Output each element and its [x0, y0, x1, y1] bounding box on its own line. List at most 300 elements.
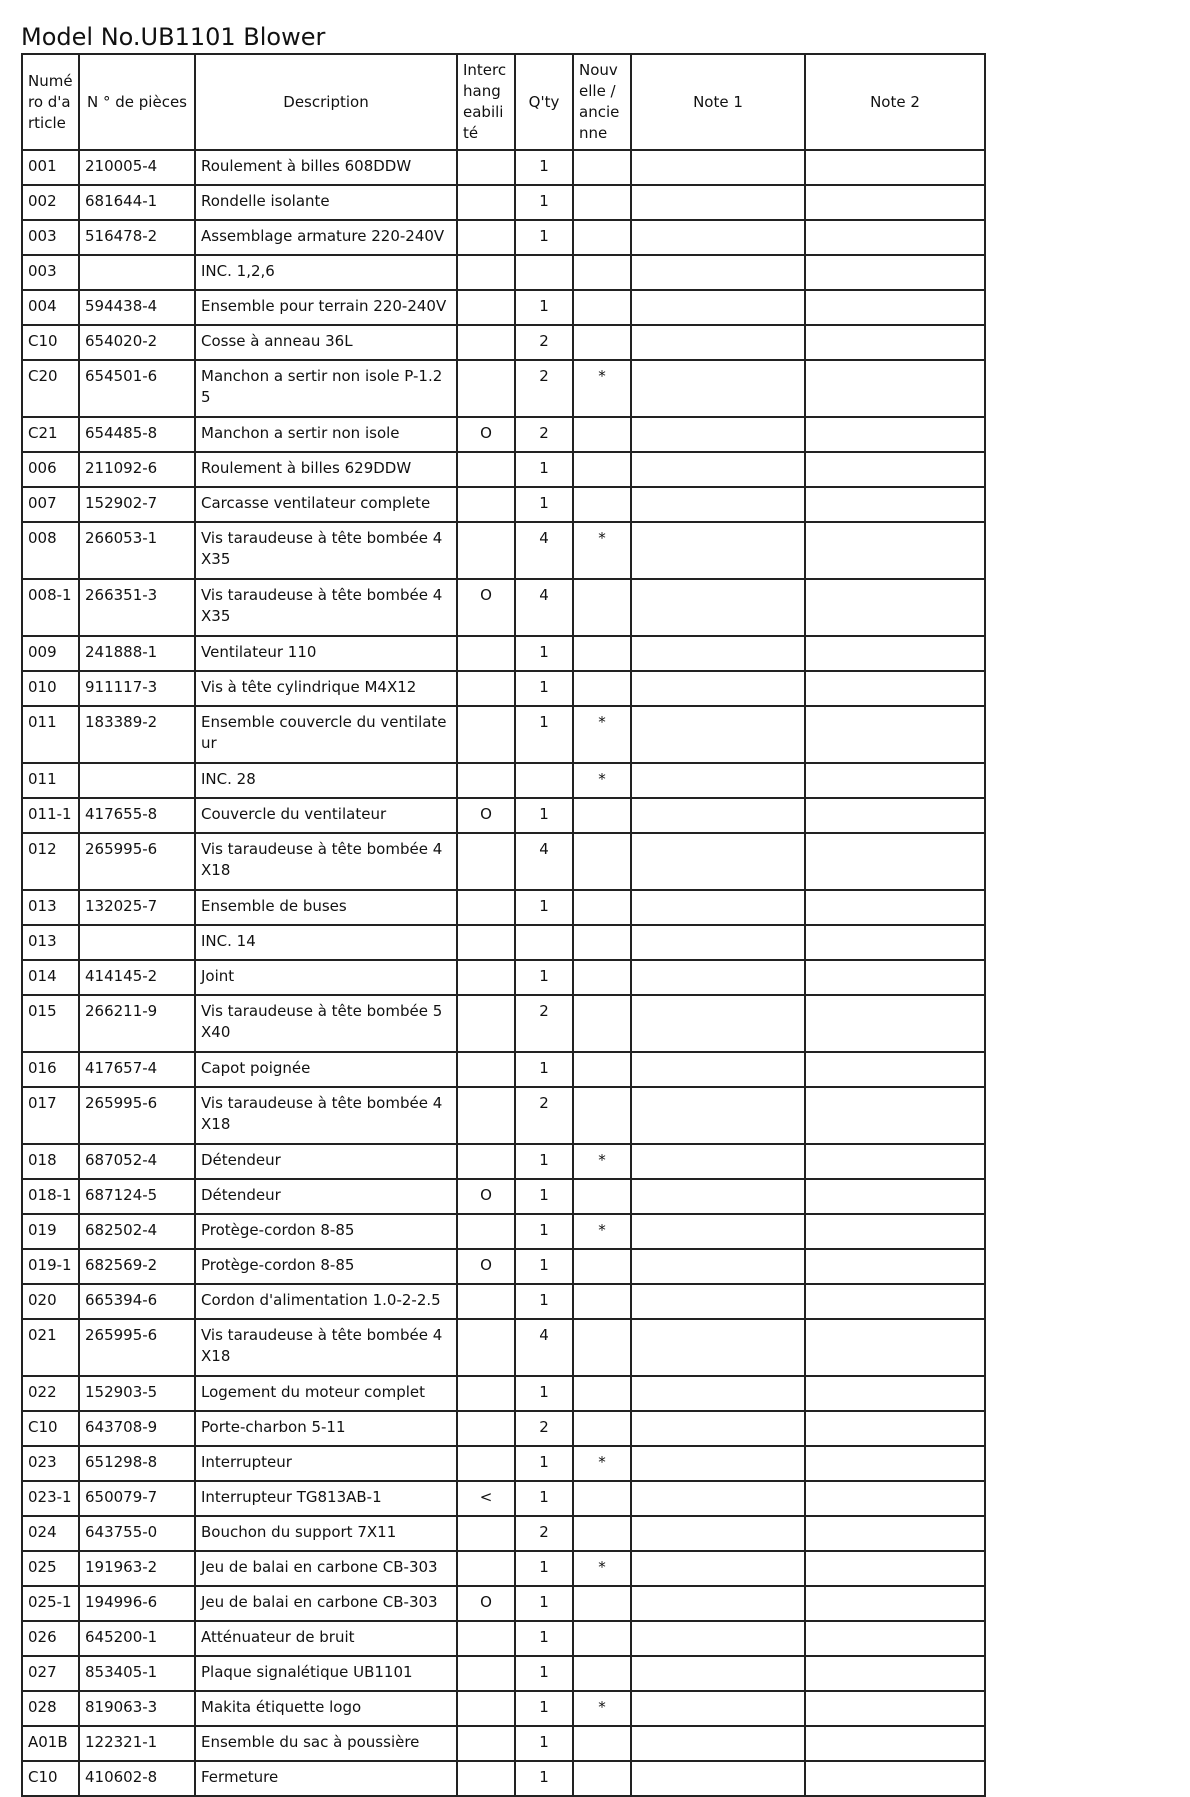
interchangeability-cell: O	[457, 798, 515, 833]
note-2-cell	[805, 1551, 985, 1586]
description-cell	[195, 1656, 457, 1691]
quantity-cell: 1	[515, 487, 573, 522]
interchangeability-cell	[457, 255, 515, 290]
note-1-cell	[631, 1087, 805, 1144]
part-number-cell: 687124-5	[79, 1179, 195, 1214]
item-number-cell: 013	[22, 925, 79, 960]
note-2-cell	[805, 1087, 985, 1144]
description-text: Ensemble pour terrain 220-240V	[201, 297, 447, 315]
interchangeability-cell	[457, 1214, 515, 1249]
description-text: Jeu de balai en carbone CB-303	[201, 1558, 438, 1576]
note-1-cell	[631, 1319, 805, 1376]
description-cell	[195, 671, 457, 706]
description-cell	[195, 995, 457, 1052]
note-1-cell	[631, 255, 805, 290]
interchangeability-cell	[457, 185, 515, 220]
quantity-cell: 1	[515, 706, 573, 763]
item-number-cell: 015	[22, 995, 79, 1052]
part-number-cell: 687052-4	[79, 1144, 195, 1179]
description-text: Jeu de balai en carbone CB-303	[201, 1593, 438, 1611]
interchangeability-cell	[457, 960, 515, 995]
description-text: Protège-cordon 8-85	[201, 1256, 355, 1274]
part-number-cell: 152902-7	[79, 487, 195, 522]
quantity-cell: 2	[515, 325, 573, 360]
part-number-cell: 654485-8	[79, 417, 195, 452]
note-2-cell	[805, 1621, 985, 1656]
header-quantity: Q'ty	[515, 54, 573, 150]
item-number-cell: 009	[22, 636, 79, 671]
description-text: Vis à tête cylindrique M4X12	[201, 678, 417, 696]
note-2-cell	[805, 417, 985, 452]
note-1-cell	[631, 579, 805, 636]
interchangeability-cell	[457, 1284, 515, 1319]
quantity-cell: 1	[515, 1144, 573, 1179]
new-old-cell	[573, 798, 631, 833]
part-number-cell: 654501-6	[79, 360, 195, 417]
note-1-cell	[631, 1656, 805, 1691]
table-row	[22, 220, 985, 255]
note-1-cell	[631, 1376, 805, 1411]
description-text: INC. 14	[201, 932, 256, 950]
note-2-cell	[805, 255, 985, 290]
description-text: Vis taraudeuse à tête bombée 4X18	[201, 840, 443, 879]
note-1-cell	[631, 487, 805, 522]
part-number-cell: 152903-5	[79, 1376, 195, 1411]
new-old-cell	[573, 833, 631, 890]
table-row	[22, 1656, 985, 1691]
note-2-cell	[805, 1319, 985, 1376]
item-number-cell: 026	[22, 1621, 79, 1656]
note-2-cell	[805, 185, 985, 220]
interchangeability-cell	[457, 1376, 515, 1411]
new-old-cell: *	[573, 522, 631, 579]
new-old-cell	[573, 1052, 631, 1087]
new-old-cell: *	[573, 360, 631, 417]
note-1-cell	[631, 1144, 805, 1179]
item-number-cell: 010	[22, 671, 79, 706]
note-1-cell	[631, 1214, 805, 1249]
note-2-cell	[805, 325, 985, 360]
quantity-cell: 1	[515, 1214, 573, 1249]
table-row	[22, 1087, 985, 1144]
new-old-cell	[573, 995, 631, 1052]
note-1-cell	[631, 1481, 805, 1516]
new-old-cell	[573, 1087, 631, 1144]
description-cell	[195, 360, 457, 417]
new-old-cell	[573, 890, 631, 925]
interchangeability-cell: O	[457, 1249, 515, 1284]
description-text: Interrupteur TG813AB-1	[201, 1488, 382, 1506]
quantity-cell: 1	[515, 671, 573, 706]
table-row	[22, 1516, 985, 1551]
part-number-cell: 266211-9	[79, 995, 195, 1052]
note-2-cell	[805, 798, 985, 833]
note-2-cell	[805, 763, 985, 798]
new-old-cell: *	[573, 1446, 631, 1481]
note-2-cell	[805, 960, 985, 995]
note-1-cell	[631, 1249, 805, 1284]
note-2-cell	[805, 452, 985, 487]
description-cell	[195, 487, 457, 522]
quantity-cell: 2	[515, 360, 573, 417]
description-cell	[195, 522, 457, 579]
note-1-cell	[631, 995, 805, 1052]
description-text: Vis taraudeuse à tête bombée 4X18	[201, 1326, 443, 1365]
table-row	[22, 1761, 985, 1796]
description-cell	[195, 1249, 457, 1284]
description-text: INC. 1,2,6	[201, 262, 275, 280]
part-number-cell: 132025-7	[79, 890, 195, 925]
part-number-cell: 265995-6	[79, 1087, 195, 1144]
item-number-cell: 001	[22, 150, 79, 185]
table-row	[22, 995, 985, 1052]
note-1-cell	[631, 220, 805, 255]
interchangeability-cell	[457, 360, 515, 417]
new-old-cell	[573, 636, 631, 671]
interchangeability-cell: O	[457, 579, 515, 636]
quantity-cell: 1	[515, 798, 573, 833]
quantity-cell: 1	[515, 1481, 573, 1516]
part-number-cell: 853405-1	[79, 1656, 195, 1691]
quantity-cell: 2	[515, 1516, 573, 1551]
item-number-cell: 013	[22, 890, 79, 925]
description-cell	[195, 220, 457, 255]
note-2-cell	[805, 1179, 985, 1214]
description-text: Ensemble de buses	[201, 897, 347, 915]
new-old-cell	[573, 1179, 631, 1214]
note-1-cell	[631, 890, 805, 925]
note-1-cell	[631, 1621, 805, 1656]
note-1-cell	[631, 417, 805, 452]
description-cell	[195, 325, 457, 360]
description-text: Ensemble du sac à poussière	[201, 1733, 420, 1751]
description-cell	[195, 833, 457, 890]
note-2-cell	[805, 290, 985, 325]
item-number-cell: C21	[22, 417, 79, 452]
interchangeability-cell	[457, 452, 515, 487]
table-row	[22, 452, 985, 487]
part-number-cell: 410602-8	[79, 1761, 195, 1796]
description-text: Rondelle isolante	[201, 192, 330, 210]
header-note-1: Note 1	[631, 54, 805, 150]
interchangeability-cell	[457, 671, 515, 706]
new-old-cell	[573, 960, 631, 995]
table-row	[22, 1376, 985, 1411]
item-number-cell: C20	[22, 360, 79, 417]
page-title: Model No.UB1101 Blower	[21, 23, 326, 51]
part-number-cell: 183389-2	[79, 706, 195, 763]
table-row	[22, 1621, 985, 1656]
description-cell	[195, 1411, 457, 1446]
interchangeability-cell	[457, 1411, 515, 1446]
new-old-cell: *	[573, 1691, 631, 1726]
item-number-cell: 008-1	[22, 579, 79, 636]
description-text: Porte-charbon 5-11	[201, 1418, 346, 1436]
description-cell	[195, 185, 457, 220]
description-cell	[195, 1621, 457, 1656]
new-old-cell	[573, 1726, 631, 1761]
interchangeability-cell	[457, 995, 515, 1052]
interchangeability-cell	[457, 1691, 515, 1726]
description-text: Couvercle du ventilateur	[201, 805, 387, 823]
note-2-cell	[805, 1052, 985, 1087]
new-old-cell	[573, 671, 631, 706]
item-number-cell: 008	[22, 522, 79, 579]
item-number-cell: 007	[22, 487, 79, 522]
description-cell	[195, 1087, 457, 1144]
part-number-cell: 654020-2	[79, 325, 195, 360]
description-text: Ensemble couvercle du ventilateur	[201, 713, 447, 752]
table-row	[22, 1052, 985, 1087]
new-old-cell	[573, 1621, 631, 1656]
quantity-cell: 4	[515, 1319, 573, 1376]
part-number-cell: 417655-8	[79, 798, 195, 833]
interchangeability-cell	[457, 1726, 515, 1761]
item-number-cell: 006	[22, 452, 79, 487]
interchangeability-cell	[457, 1087, 515, 1144]
note-1-cell	[631, 1052, 805, 1087]
description-text: Atténuateur de bruit	[201, 1628, 355, 1646]
table-row	[22, 255, 985, 290]
description-cell	[195, 255, 457, 290]
quantity-cell: 1	[515, 890, 573, 925]
part-number-cell: 194996-6	[79, 1586, 195, 1621]
quantity-cell: 2	[515, 417, 573, 452]
table-row	[22, 671, 985, 706]
note-2-cell	[805, 833, 985, 890]
description-cell	[195, 1551, 457, 1586]
description-text: Protège-cordon 8-85	[201, 1221, 355, 1239]
description-cell	[195, 1284, 457, 1319]
note-2-cell	[805, 1761, 985, 1796]
note-1-cell	[631, 1551, 805, 1586]
note-1-cell	[631, 290, 805, 325]
description-cell	[195, 960, 457, 995]
part-number-cell: 911117-3	[79, 671, 195, 706]
description-cell	[195, 636, 457, 671]
item-number-cell: 011	[22, 706, 79, 763]
note-2-cell	[805, 522, 985, 579]
new-old-cell	[573, 185, 631, 220]
quantity-cell: 1	[515, 150, 573, 185]
quantity-cell: 2	[515, 1411, 573, 1446]
new-old-cell	[573, 1516, 631, 1551]
note-1-cell	[631, 1691, 805, 1726]
interchangeability-cell	[457, 833, 515, 890]
note-2-cell	[805, 671, 985, 706]
item-number-cell: 027	[22, 1656, 79, 1691]
header-item-number: Numéro d'article	[22, 54, 79, 150]
item-number-cell: 018-1	[22, 1179, 79, 1214]
description-text: Manchon a sertir non isole P-1.25	[201, 367, 443, 406]
note-1-cell	[631, 360, 805, 417]
part-number-cell: 643755-0	[79, 1516, 195, 1551]
quantity-cell: 1	[515, 452, 573, 487]
description-cell	[195, 452, 457, 487]
new-old-cell: *	[573, 706, 631, 763]
table-row	[22, 1249, 985, 1284]
quantity-cell: 1	[515, 1551, 573, 1586]
interchangeability-cell	[457, 706, 515, 763]
description-text: Assemblage armature 220-240V	[201, 227, 445, 245]
table-row	[22, 1551, 985, 1586]
quantity-cell: 1	[515, 1284, 573, 1319]
note-2-cell	[805, 1284, 985, 1319]
note-2-cell	[805, 706, 985, 763]
table-row	[22, 150, 985, 185]
description-text: Vis taraudeuse à tête bombée 4X35	[201, 586, 443, 625]
quantity-cell	[515, 255, 573, 290]
note-1-cell	[631, 1726, 805, 1761]
quantity-cell: 4	[515, 579, 573, 636]
description-text: Bouchon du support 7X11	[201, 1523, 397, 1541]
quantity-cell	[515, 925, 573, 960]
item-number-cell: 014	[22, 960, 79, 995]
item-number-cell: 020	[22, 1284, 79, 1319]
header-new-old: Nouvelle / ancienne	[573, 54, 631, 150]
part-number-cell: 516478-2	[79, 220, 195, 255]
interchangeability-cell: O	[457, 1586, 515, 1621]
header-note-2: Note 2	[805, 54, 985, 150]
interchangeability-cell	[457, 325, 515, 360]
item-number-cell: C10	[22, 1411, 79, 1446]
description-text: INC. 28	[201, 770, 256, 788]
part-number-cell	[79, 925, 195, 960]
interchangeability-cell	[457, 1621, 515, 1656]
table-row	[22, 1144, 985, 1179]
description-text: Logement du moteur complet	[201, 1383, 425, 1401]
note-1-cell	[631, 1586, 805, 1621]
new-old-cell	[573, 925, 631, 960]
quantity-cell: 1	[515, 220, 573, 255]
interchangeability-cell	[457, 1656, 515, 1691]
note-2-cell	[805, 1481, 985, 1516]
item-number-cell: C10	[22, 325, 79, 360]
part-number-cell: 682569-2	[79, 1249, 195, 1284]
new-old-cell	[573, 1586, 631, 1621]
description-cell	[195, 1319, 457, 1376]
description-cell	[195, 1376, 457, 1411]
description-text: Cordon d'alimentation 1.0-2-2.5	[201, 1291, 441, 1309]
quantity-cell: 1	[515, 1726, 573, 1761]
description-cell	[195, 150, 457, 185]
interchangeability-cell	[457, 636, 515, 671]
note-2-cell	[805, 579, 985, 636]
table-row	[22, 487, 985, 522]
new-old-cell	[573, 1656, 631, 1691]
parts-table	[21, 53, 986, 1797]
note-1-cell	[631, 1446, 805, 1481]
note-2-cell	[805, 925, 985, 960]
description-text: Interrupteur	[201, 1453, 292, 1471]
description-cell	[195, 1446, 457, 1481]
note-2-cell	[805, 1144, 985, 1179]
quantity-cell: 1	[515, 290, 573, 325]
note-1-cell	[631, 636, 805, 671]
description-cell	[195, 1179, 457, 1214]
quantity-cell: 2	[515, 1087, 573, 1144]
table-row	[22, 890, 985, 925]
part-number-cell: 414145-2	[79, 960, 195, 995]
part-number-cell: 265995-6	[79, 833, 195, 890]
new-old-cell	[573, 255, 631, 290]
new-old-cell	[573, 417, 631, 452]
note-2-cell	[805, 220, 985, 255]
table-row	[22, 1411, 985, 1446]
item-number-cell: 023	[22, 1446, 79, 1481]
item-number-cell: 019-1	[22, 1249, 79, 1284]
header-part-number: N ° de pièces	[79, 54, 195, 150]
part-number-cell: 651298-8	[79, 1446, 195, 1481]
table-row	[22, 1691, 985, 1726]
new-old-cell	[573, 1761, 631, 1796]
interchangeability-cell	[457, 1551, 515, 1586]
quantity-cell: 1	[515, 1621, 573, 1656]
quantity-cell: 4	[515, 833, 573, 890]
part-number-cell: 210005-4	[79, 150, 195, 185]
description-cell	[195, 1586, 457, 1621]
header-interchangeability: Interchangeabilité	[457, 54, 515, 150]
part-number-cell: 241888-1	[79, 636, 195, 671]
item-number-cell: 021	[22, 1319, 79, 1376]
item-number-cell: C10	[22, 1761, 79, 1796]
new-old-cell	[573, 579, 631, 636]
note-1-cell	[631, 325, 805, 360]
note-2-cell	[805, 1376, 985, 1411]
new-old-cell: *	[573, 1214, 631, 1249]
quantity-cell	[515, 763, 573, 798]
quantity-cell: 1	[515, 1761, 573, 1796]
part-number-cell: 417657-4	[79, 1052, 195, 1087]
table-row	[22, 417, 985, 452]
note-2-cell	[805, 1656, 985, 1691]
item-number-cell: 017	[22, 1087, 79, 1144]
new-old-cell	[573, 290, 631, 325]
table-row	[22, 1726, 985, 1761]
quantity-cell: 1	[515, 1052, 573, 1087]
quantity-cell: 1	[515, 1691, 573, 1726]
description-text: Cosse à anneau 36L	[201, 332, 353, 350]
interchangeability-cell	[457, 1144, 515, 1179]
interchangeability-cell	[457, 1516, 515, 1551]
new-old-cell	[573, 1284, 631, 1319]
item-number-cell: 011	[22, 763, 79, 798]
item-number-cell: 002	[22, 185, 79, 220]
table-row	[22, 185, 985, 220]
new-old-cell	[573, 220, 631, 255]
note-1-cell	[631, 671, 805, 706]
new-old-cell	[573, 452, 631, 487]
note-1-cell	[631, 522, 805, 579]
description-cell	[195, 1691, 457, 1726]
part-number-cell: 211092-6	[79, 452, 195, 487]
interchangeability-cell: O	[457, 417, 515, 452]
quantity-cell: 4	[515, 522, 573, 579]
quantity-cell: 2	[515, 995, 573, 1052]
part-number-cell	[79, 255, 195, 290]
description-cell	[195, 1144, 457, 1179]
part-number-cell	[79, 763, 195, 798]
item-number-cell: 025-1	[22, 1586, 79, 1621]
table-row	[22, 636, 985, 671]
part-number-cell: 266351-3	[79, 579, 195, 636]
interchangeability-cell: <	[457, 1481, 515, 1516]
note-2-cell	[805, 1726, 985, 1761]
part-number-cell: 682502-4	[79, 1214, 195, 1249]
quantity-cell: 1	[515, 636, 573, 671]
table-row	[22, 1319, 985, 1376]
header-description: Description	[195, 54, 457, 150]
